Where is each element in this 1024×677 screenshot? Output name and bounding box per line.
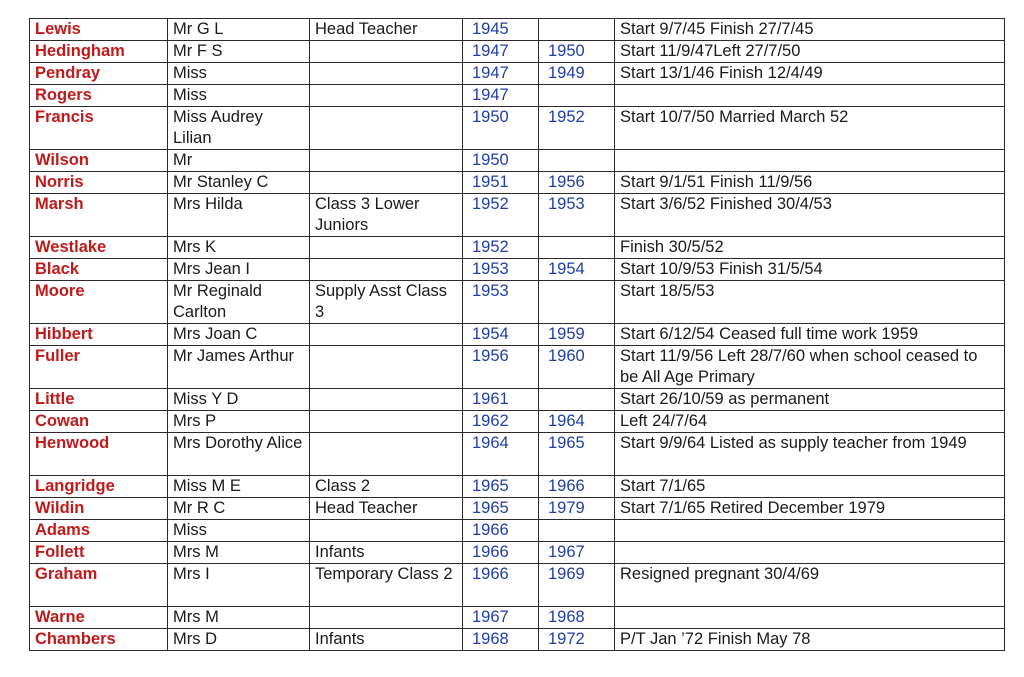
name-cell: Mrs I xyxy=(168,564,310,607)
notes-cell xyxy=(615,542,1005,564)
start-year-cell: 1962 xyxy=(463,411,539,433)
role-cell xyxy=(310,41,463,63)
table-row xyxy=(30,63,1005,85)
end-year-cell xyxy=(539,281,615,324)
name-cell: Mrs D xyxy=(168,629,310,651)
role-cell xyxy=(310,259,463,281)
name-cell: Miss Audrey Lilian xyxy=(168,107,310,150)
start-year-cell: 1953 xyxy=(463,281,539,324)
end-year-cell: 1965 xyxy=(539,433,615,476)
notes-cell: Start 9/9/64 Listed as supply teacher from 1949 xyxy=(615,433,1005,476)
surname-cell: Pendray xyxy=(30,63,168,85)
end-year-cell: 1960 xyxy=(539,346,615,389)
notes-cell xyxy=(615,520,1005,542)
notes-cell: Resigned pregnant 30/4/69 xyxy=(615,564,1005,607)
name-cell: Mrs Hilda xyxy=(168,194,310,237)
table-row xyxy=(30,194,1005,237)
surname-cell: Black xyxy=(30,259,168,281)
name-cell: Mrs Jean I xyxy=(168,259,310,281)
start-year-cell: 1961 xyxy=(463,389,539,411)
name-cell: Mr R C xyxy=(168,498,310,520)
start-year-cell: 1966 xyxy=(463,564,539,607)
surname-cell: Warne xyxy=(30,607,168,629)
notes-cell: Finish 30/5/52 xyxy=(615,237,1005,259)
table-row xyxy=(30,607,1005,629)
surname-cell: Rogers xyxy=(30,85,168,107)
notes-cell: Start 3/6/52 Finished 30/4/53 xyxy=(615,194,1005,237)
role-cell: Class 3 Lower Juniors xyxy=(310,194,463,237)
role-cell xyxy=(310,107,463,150)
role-cell: Class 2 xyxy=(310,476,463,498)
table-row xyxy=(30,389,1005,411)
notes-cell: Start 6/12/54 Ceased full time work 1959 xyxy=(615,324,1005,346)
table-row xyxy=(30,346,1005,389)
name-cell: Mr Reginald Carlton xyxy=(168,281,310,324)
name-cell: Miss Y D xyxy=(168,389,310,411)
notes-cell: Start 26/10/59 as permanent xyxy=(615,389,1005,411)
start-year-cell: 1966 xyxy=(463,542,539,564)
end-year-cell xyxy=(539,150,615,172)
notes-cell xyxy=(615,150,1005,172)
end-year-cell: 1950 xyxy=(539,41,615,63)
name-cell: Mr F S xyxy=(168,41,310,63)
start-year-cell: 1968 xyxy=(463,629,539,651)
start-year-cell: 1950 xyxy=(463,150,539,172)
notes-cell: Start 13/1/46 Finish 12/4/49 xyxy=(615,63,1005,85)
start-year-cell: 1952 xyxy=(463,194,539,237)
name-cell: Miss xyxy=(168,63,310,85)
name-cell: Mrs K xyxy=(168,237,310,259)
name-cell: Mrs Joan C xyxy=(168,324,310,346)
staff-table-body xyxy=(30,19,1005,651)
surname-cell: Fuller xyxy=(30,346,168,389)
end-year-cell xyxy=(539,237,615,259)
name-cell: Miss M E xyxy=(168,476,310,498)
surname-cell: Moore xyxy=(30,281,168,324)
role-cell xyxy=(310,324,463,346)
surname-cell: Hibbert xyxy=(30,324,168,346)
role-cell xyxy=(310,433,463,476)
notes-cell xyxy=(615,607,1005,629)
name-cell: Miss xyxy=(168,85,310,107)
table-row xyxy=(30,85,1005,107)
name-cell: Mr James Arthur xyxy=(168,346,310,389)
role-cell xyxy=(310,172,463,194)
end-year-cell: 1967 xyxy=(539,542,615,564)
surname-cell: Adams xyxy=(30,520,168,542)
surname-cell: Wilson xyxy=(30,150,168,172)
start-year-cell: 1965 xyxy=(463,498,539,520)
role-cell xyxy=(310,389,463,411)
table-row xyxy=(30,41,1005,63)
name-cell: Mrs P xyxy=(168,411,310,433)
table-row xyxy=(30,433,1005,476)
role-cell xyxy=(310,520,463,542)
surname-cell: Langridge xyxy=(30,476,168,498)
notes-cell: Start 9/1/51 Finish 11/9/56 xyxy=(615,172,1005,194)
start-year-cell: 1951 xyxy=(463,172,539,194)
surname-cell: Chambers xyxy=(30,629,168,651)
end-year-cell: 1949 xyxy=(539,63,615,85)
notes-cell: Start 11/9/56 Left 28/7/60 when school ceased to be All Age Primary xyxy=(615,346,1005,389)
end-year-cell: 1968 xyxy=(539,607,615,629)
notes-cell: Start 9/7/45 Finish 27/7/45 xyxy=(615,19,1005,41)
notes-cell: P/T Jan ’72 Finish May 78 xyxy=(615,629,1005,651)
role-cell: Temporary Class 2 xyxy=(310,564,463,607)
notes-cell: Start 18/5/53 xyxy=(615,281,1005,324)
end-year-cell: 1954 xyxy=(539,259,615,281)
end-year-cell: 1979 xyxy=(539,498,615,520)
surname-cell: Marsh xyxy=(30,194,168,237)
end-year-cell xyxy=(539,389,615,411)
start-year-cell: 1947 xyxy=(463,85,539,107)
name-cell: Mrs M xyxy=(168,607,310,629)
role-cell: Head Teacher xyxy=(310,498,463,520)
start-year-cell: 1953 xyxy=(463,259,539,281)
start-year-cell: 1950 xyxy=(463,107,539,150)
end-year-cell: 1964 xyxy=(539,411,615,433)
end-year-cell xyxy=(539,85,615,107)
name-cell: Mrs Dorothy Alice xyxy=(168,433,310,476)
end-year-cell: 1972 xyxy=(539,629,615,651)
table-row xyxy=(30,107,1005,150)
surname-cell: Westlake xyxy=(30,237,168,259)
notes-cell: Start 10/9/53 Finish 31/5/54 xyxy=(615,259,1005,281)
role-cell xyxy=(310,237,463,259)
surname-cell: Lewis xyxy=(30,19,168,41)
role-cell xyxy=(310,63,463,85)
surname-cell: Henwood xyxy=(30,433,168,476)
role-cell xyxy=(310,346,463,389)
role-cell: Infants xyxy=(310,542,463,564)
end-year-cell: 1969 xyxy=(539,564,615,607)
table-row xyxy=(30,476,1005,498)
start-year-cell: 1947 xyxy=(463,41,539,63)
table-row xyxy=(30,150,1005,172)
end-year-cell: 1956 xyxy=(539,172,615,194)
table-row xyxy=(30,259,1005,281)
surname-cell: Follett xyxy=(30,542,168,564)
notes-cell: Left 24/7/64 xyxy=(615,411,1005,433)
role-cell xyxy=(310,85,463,107)
name-cell: Mr xyxy=(168,150,310,172)
notes-cell: Start 10/7/50 Married March 52 xyxy=(615,107,1005,150)
table-row xyxy=(30,564,1005,607)
start-year-cell: 1964 xyxy=(463,433,539,476)
surname-cell: Francis xyxy=(30,107,168,150)
table-row xyxy=(30,281,1005,324)
role-cell: Supply Asst Class 3 xyxy=(310,281,463,324)
name-cell: Mrs M xyxy=(168,542,310,564)
role-cell xyxy=(310,150,463,172)
notes-cell xyxy=(615,85,1005,107)
table-row xyxy=(30,629,1005,651)
surname-cell: Norris xyxy=(30,172,168,194)
end-year-cell: 1959 xyxy=(539,324,615,346)
end-year-cell: 1952 xyxy=(539,107,615,150)
table-row xyxy=(30,324,1005,346)
end-year-cell: 1966 xyxy=(539,476,615,498)
role-cell: Head Teacher xyxy=(310,19,463,41)
surname-cell: Cowan xyxy=(30,411,168,433)
end-year-cell xyxy=(539,520,615,542)
table-row xyxy=(30,237,1005,259)
end-year-cell: 1953 xyxy=(539,194,615,237)
role-cell xyxy=(310,607,463,629)
start-year-cell: 1967 xyxy=(463,607,539,629)
table-row xyxy=(30,411,1005,433)
table-row xyxy=(30,19,1005,41)
role-cell: Infants xyxy=(310,629,463,651)
surname-cell: Graham xyxy=(30,564,168,607)
name-cell: Mr Stanley C xyxy=(168,172,310,194)
start-year-cell: 1954 xyxy=(463,324,539,346)
table-row xyxy=(30,542,1005,564)
start-year-cell: 1965 xyxy=(463,476,539,498)
table-row xyxy=(30,520,1005,542)
table-row xyxy=(30,172,1005,194)
start-year-cell: 1966 xyxy=(463,520,539,542)
notes-cell: Start 7/1/65 Retired December 1979 xyxy=(615,498,1005,520)
start-year-cell: 1947 xyxy=(463,63,539,85)
start-year-cell: 1945 xyxy=(463,19,539,41)
start-year-cell: 1952 xyxy=(463,237,539,259)
start-year-cell: 1956 xyxy=(463,346,539,389)
role-cell xyxy=(310,411,463,433)
surname-cell: Wildin xyxy=(30,498,168,520)
table-row xyxy=(30,498,1005,520)
end-year-cell xyxy=(539,19,615,41)
staff-table xyxy=(29,18,1005,651)
notes-cell: Start 7/1/65 xyxy=(615,476,1005,498)
name-cell: Mr G L xyxy=(168,19,310,41)
name-cell: Miss xyxy=(168,520,310,542)
surname-cell: Little xyxy=(30,389,168,411)
staff-register-sheet xyxy=(29,18,1004,651)
notes-cell: Start 11/9/47Left 27/7/50 xyxy=(615,41,1005,63)
surname-cell: Hedingham xyxy=(30,41,168,63)
